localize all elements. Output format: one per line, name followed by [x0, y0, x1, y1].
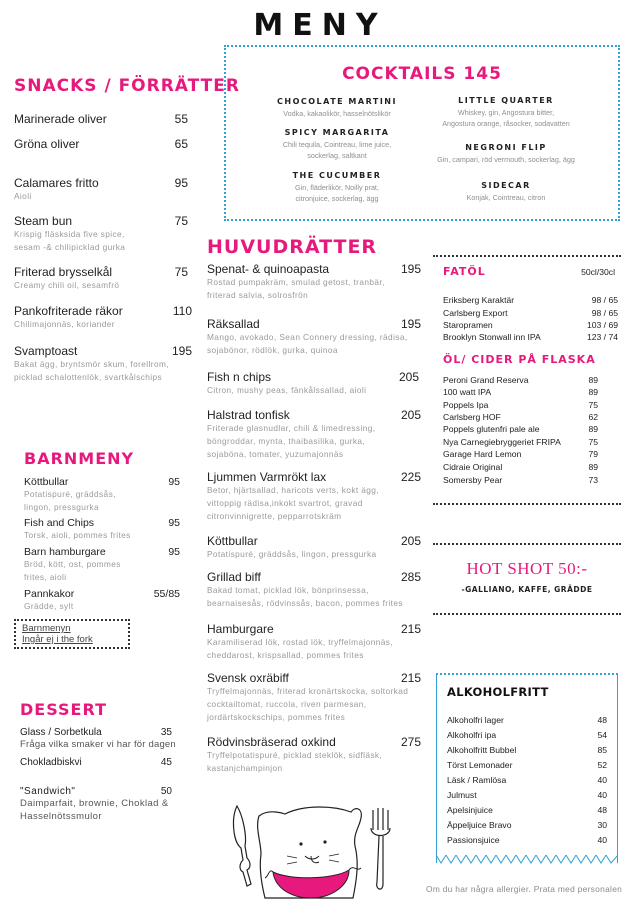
item-desc: Friterade glasnudlar, chili & limedressing, böngroddar, mynta, thaibasilika, gurka, sojabönа, tomater, yuzumajonnäs — [207, 423, 376, 459]
menu-item — [20, 727, 176, 751]
beer-row — [443, 475, 598, 485]
cocktail-item — [426, 181, 586, 203]
menu-item — [14, 344, 192, 384]
cocktail-name: THE CUCUMBER — [292, 171, 382, 180]
drink-name: Julmust — [447, 790, 477, 800]
beer-name: Poppels Ipa — [443, 400, 489, 410]
item-name: Chokladbiskvi — [20, 757, 82, 768]
bottle-heading: ÖL/ CIDER PÅ FLASKA — [443, 353, 596, 366]
cocktail-item — [426, 143, 586, 165]
drink-row — [447, 775, 607, 785]
cocktail-name: SPICY MARGARITA — [284, 128, 390, 137]
item-desc: Creamy chili oil, sesamfrö — [14, 280, 120, 290]
beer-row — [443, 308, 618, 318]
item-name: Marinerade oliver — [14, 112, 107, 126]
beer-row — [443, 332, 618, 342]
item-price: 55/85 — [153, 588, 180, 600]
item-name: Svamptoast — [14, 344, 78, 358]
cocktail-item — [262, 97, 412, 119]
cocktails-heading: COCKTAILS 145 — [342, 64, 502, 84]
drink-name: Alkoholfri lager — [447, 715, 504, 725]
beer-price: 62 — [588, 412, 598, 422]
item-desc: Rostad pumpakräm, smulad getost, tranbär, friterad salvia, solrosfrön — [207, 277, 385, 300]
item-desc: Torsk, aioli, pommes frites — [24, 530, 131, 540]
item-desc: Fråga vilka smaker vi har för dagen — [20, 739, 176, 750]
beer-price: 89 — [588, 375, 598, 385]
beer-price: 123 / 74 — [586, 332, 618, 342]
menu-item — [207, 470, 421, 523]
menu-item — [20, 757, 172, 768]
item-desc: Tryffelpotatispuré, picklad steklök, sidfläsk, kastanjchampinjon — [207, 750, 383, 773]
item-desc: Grädde, sylt — [24, 601, 74, 611]
menu-item — [207, 262, 421, 302]
cocktail-desc — [262, 182, 412, 204]
alkoholfritt-box — [436, 673, 618, 863]
dessert-heading: DESSERT — [20, 700, 107, 719]
cat-with-cutlery-illustration-icon — [225, 798, 405, 902]
cocktail-item — [426, 96, 586, 129]
menu-item — [207, 735, 421, 775]
drink-row — [447, 760, 607, 770]
item-name: Pannkakor — [24, 588, 75, 600]
drink-name: Passionsjuice — [447, 835, 500, 845]
beer-row — [443, 387, 598, 397]
barnmeny-note-line2: Ingår ej i the fork — [22, 634, 93, 645]
page-title: MENY — [253, 8, 387, 43]
item-price: 55 — [174, 112, 188, 126]
cocktail-name: CHOCOLATE MARTINI — [277, 97, 397, 106]
snacks-heading: SNACKS / FÖRRÄTTER — [14, 76, 240, 96]
item-price: 45 — [160, 757, 172, 768]
menu-item — [207, 534, 421, 561]
drink-name: Apelsinjuice — [447, 805, 493, 815]
beer-price: 103 / 69 — [586, 320, 618, 330]
drink-price: 40 — [597, 790, 607, 800]
cocktail-desc — [262, 139, 412, 161]
item-desc: Betor, hjärtsallad, haricots verts, kokt ägg, vittoppig rädisa,inkokt svartrot, gravad citronvinnigrette, pepparrotskräm — [207, 485, 380, 521]
allergy-note: Om du har några allergier. Prata med personalen — [426, 884, 623, 894]
item-price: 95 — [168, 517, 180, 529]
fatol-heading: FATÖL — [443, 265, 486, 278]
item-price: 205 — [400, 534, 421, 548]
item-desc: Chilimajonnäs, koriander — [14, 319, 115, 329]
item-name: Hamburgare — [207, 622, 274, 636]
item-price: 195 — [171, 344, 192, 358]
item-name: Räksallad — [207, 317, 260, 331]
item-name: Barn hamburgare — [24, 546, 106, 558]
menu-item — [14, 304, 192, 331]
cocktail-desc — [426, 107, 586, 129]
item-desc: Potatispuré, gräddsås, lingon, pressgurka — [207, 549, 377, 559]
item-name: Gröna oliver — [14, 137, 80, 151]
drink-row — [447, 820, 607, 830]
drink-price: 40 — [597, 835, 607, 845]
drink-price: 40 — [597, 775, 607, 785]
cocktail-item — [262, 171, 412, 204]
item-desc: Mango, avokado, Sean Connery dressing, rädisa, sojabönor, rödlök, gurka, quinoa — [207, 332, 408, 355]
cocktail-desc-line1: Chili tequila, Cointreau, lime juice, — [282, 140, 392, 149]
beer-name: Carlsberg Export — [443, 308, 508, 318]
drink-name: Alkoholfri ipa — [447, 730, 497, 740]
cocktail-desc-line1: Whiskey, gin, Angostura bitter, — [457, 108, 555, 117]
item-price: 275 — [400, 735, 421, 749]
item-desc: Daimparfait, brownie, Choklad & Hasselnötssmulor — [20, 798, 169, 822]
item-desc: Bakad tomat, picklad lök, bönprinsessa, bearnaisesås, rödvinssås, bacon, pommes frites — [207, 585, 403, 608]
item-desc: Krispig fläsksida five spice, sesam -& chilipicklad gurka — [14, 229, 126, 252]
barnmeny-heading: BARNMENY — [24, 449, 135, 468]
beer-price: 73 — [588, 475, 598, 485]
drink-name: Läsk / Ramlösa — [447, 775, 507, 785]
drink-price: 52 — [597, 760, 607, 770]
menu-item — [14, 214, 188, 254]
beer-name: Peroni Grand Reserva — [443, 375, 529, 385]
menu-item — [207, 570, 421, 610]
beer-price: 98 / 65 — [591, 295, 618, 305]
zigzag-border-icon — [436, 855, 618, 865]
hotshot-desc: -GALLIANO, KAFFE, GRÄDDE — [461, 585, 593, 594]
menu-item — [24, 517, 180, 542]
item-price: 215 — [400, 671, 421, 685]
beer-price: 75 — [588, 400, 598, 410]
item-name: Spenat- & quinoapasta — [207, 262, 330, 276]
item-name: Steam bun — [14, 214, 73, 228]
menu-item — [207, 622, 421, 662]
drink-price: 48 — [597, 805, 607, 815]
beer-price: 79 — [588, 449, 598, 459]
beer-row — [443, 400, 598, 410]
menu-item — [207, 671, 421, 724]
item-name: Svensk oxräbiff — [207, 671, 289, 685]
beer-row — [443, 412, 598, 422]
cocktail-desc-line2: Angostura orange, råsocker, sodavatten — [442, 119, 570, 128]
menu-item — [20, 786, 172, 823]
beer-price: 89 — [588, 387, 598, 397]
beer-price: 89 — [588, 462, 598, 472]
menu-item — [14, 112, 188, 126]
item-name: Calamares fritto — [14, 176, 99, 190]
item-name: Köttbullar — [207, 534, 258, 548]
item-price: 215 — [400, 622, 421, 636]
beer-price: 89 — [588, 424, 598, 434]
item-price: 195 — [400, 317, 421, 331]
item-desc: Bakat ägg, bryntsmör skum, forellrom, picklad schalottenlök, svartkålschips — [14, 359, 169, 382]
beer-name: Poppels glutenfri pale ale — [443, 424, 540, 434]
menu-item — [14, 176, 188, 203]
beer-row — [443, 375, 598, 385]
drink-price: 30 — [597, 820, 607, 830]
drink-price: 48 — [597, 715, 607, 725]
hotshot-box — [433, 543, 621, 615]
beer-row — [443, 449, 598, 459]
beer-row — [443, 320, 618, 330]
alkoholfritt-heading: ALKOHOLFRITT — [447, 685, 549, 699]
cocktail-name: NEGRONI FLIP — [465, 143, 547, 152]
item-price: 195 — [400, 262, 421, 276]
beer-name: Nya Carnegiebryggeriet FRIPA — [443, 437, 561, 447]
cocktail-desc-line2: citronjuice, sockerlag, ägg — [295, 194, 379, 203]
drink-price: 85 — [597, 745, 607, 755]
menu-item — [24, 588, 180, 613]
item-price: 285 — [400, 570, 421, 584]
beer-row — [443, 295, 618, 305]
barnmeny-note — [14, 619, 130, 649]
drink-row — [447, 835, 607, 845]
cocktail-desc: Gin, campari, röd vermouth, sockerlag, ägg — [437, 155, 575, 164]
item-name: Rödvinsbräserad oxkind — [207, 735, 336, 749]
menu-item — [207, 408, 421, 461]
huvudratter-heading: HUVUDRÄTTER — [207, 236, 378, 258]
cocktail-desc: Vodka, kakaolikör, hasselnötslikör — [283, 109, 391, 118]
item-name: Halstrad tonfisk — [207, 408, 290, 422]
drink-row — [447, 745, 607, 755]
beer-name: 100 watt IPA — [443, 387, 492, 397]
item-price: 75 — [174, 265, 188, 279]
beer-name: Cidraie Original — [443, 462, 503, 472]
fatol-size: 50cl/30cl — [581, 267, 615, 277]
drink-row — [447, 805, 607, 815]
item-name: Friterad brysselkål — [14, 265, 113, 279]
cocktail-desc: Konjak, Cointreau, citron — [466, 193, 546, 202]
item-desc: Aioli — [14, 191, 32, 201]
beer-name: Carlsberg HOF — [443, 412, 501, 422]
item-price: 35 — [160, 727, 172, 738]
cocktail-desc-line2: sockerlag, saltkant — [307, 151, 367, 160]
item-desc: Potatispuré, gräddsås, lingon, pressgurka — [24, 489, 116, 512]
cocktail-name: LITTLE QUARTER — [458, 96, 554, 105]
item-name: Fish n chips — [207, 370, 272, 384]
item-desc: Citron, mushy peas, fänkålssallad, aioli — [207, 385, 367, 395]
drink-row — [447, 730, 607, 740]
barnmeny-note-line1: Barnmenyn — [22, 623, 71, 634]
drink-name: Törst Lemonader — [447, 760, 513, 770]
item-name: Pankofriterade räkor — [14, 304, 123, 318]
menu-item — [14, 137, 188, 151]
beer-box — [433, 255, 621, 505]
item-name: Köttbullar — [24, 476, 69, 488]
menu-item — [207, 317, 421, 357]
beer-name: Brooklyn Stonwall inn IPA — [443, 332, 541, 342]
cocktail-desc-line1: Gin, fläderlikör, Noilly prat, — [295, 183, 379, 192]
beer-name: Somersby Pear — [443, 475, 503, 485]
item-price: 225 — [400, 470, 421, 484]
item-name: Ljummen Varmrökt lax — [207, 470, 327, 484]
menu-item — [14, 265, 188, 292]
menu-item — [24, 546, 180, 584]
drink-row — [447, 715, 607, 725]
beer-row — [443, 424, 598, 434]
item-price: 50 — [160, 786, 172, 797]
item-price: 65 — [174, 137, 188, 151]
beer-row — [443, 437, 598, 447]
item-price: 95 — [168, 546, 180, 558]
menu-item — [24, 476, 180, 514]
drink-name: Alkoholfritt Bubbel — [447, 745, 517, 755]
drink-name: Äppeljuice Bravo — [447, 820, 512, 830]
item-name: Glass / Sorbetkula — [20, 727, 102, 738]
item-price: 95 — [168, 476, 180, 488]
beer-name: Staropramen — [443, 320, 493, 330]
drink-price: 54 — [597, 730, 607, 740]
item-name: Grillad biff — [207, 570, 261, 584]
item-price: 75 — [174, 214, 188, 228]
item-desc: Bröd, kött, ost, pommes frites, aioli — [24, 559, 121, 582]
item-desc: Tryffelmajonnäs, friterad kronärtskocka, soltorkad cocktailtomat, ruccola, riven parmesan, jordärtskockschips, pommes frites — [207, 686, 409, 722]
item-price: 95 — [174, 176, 188, 190]
beer-name: Garage Hard Lemon — [443, 449, 522, 459]
drink-row — [447, 790, 607, 800]
item-price: 205 — [400, 408, 421, 422]
item-price: 110 — [172, 304, 192, 318]
item-name: "Sandwich" — [20, 786, 76, 797]
beer-price: 75 — [588, 437, 598, 447]
hotshot-title: HOT SHOT 50:- — [466, 559, 588, 578]
cocktail-name: SIDECAR — [481, 181, 531, 190]
cocktail-item — [262, 128, 412, 161]
beer-price: 98 / 65 — [591, 308, 618, 318]
menu-item — [207, 370, 419, 397]
item-desc: Karamiliserad lök, rostad lök, tryffelmajonnäs, cheddarost, krispsallad, pommes frites — [207, 637, 394, 660]
item-price: 205 — [398, 370, 419, 384]
beer-name: Eriksberg Karaktär — [443, 295, 515, 305]
item-name: Fish and Chips — [24, 517, 95, 529]
beer-row — [443, 462, 598, 472]
